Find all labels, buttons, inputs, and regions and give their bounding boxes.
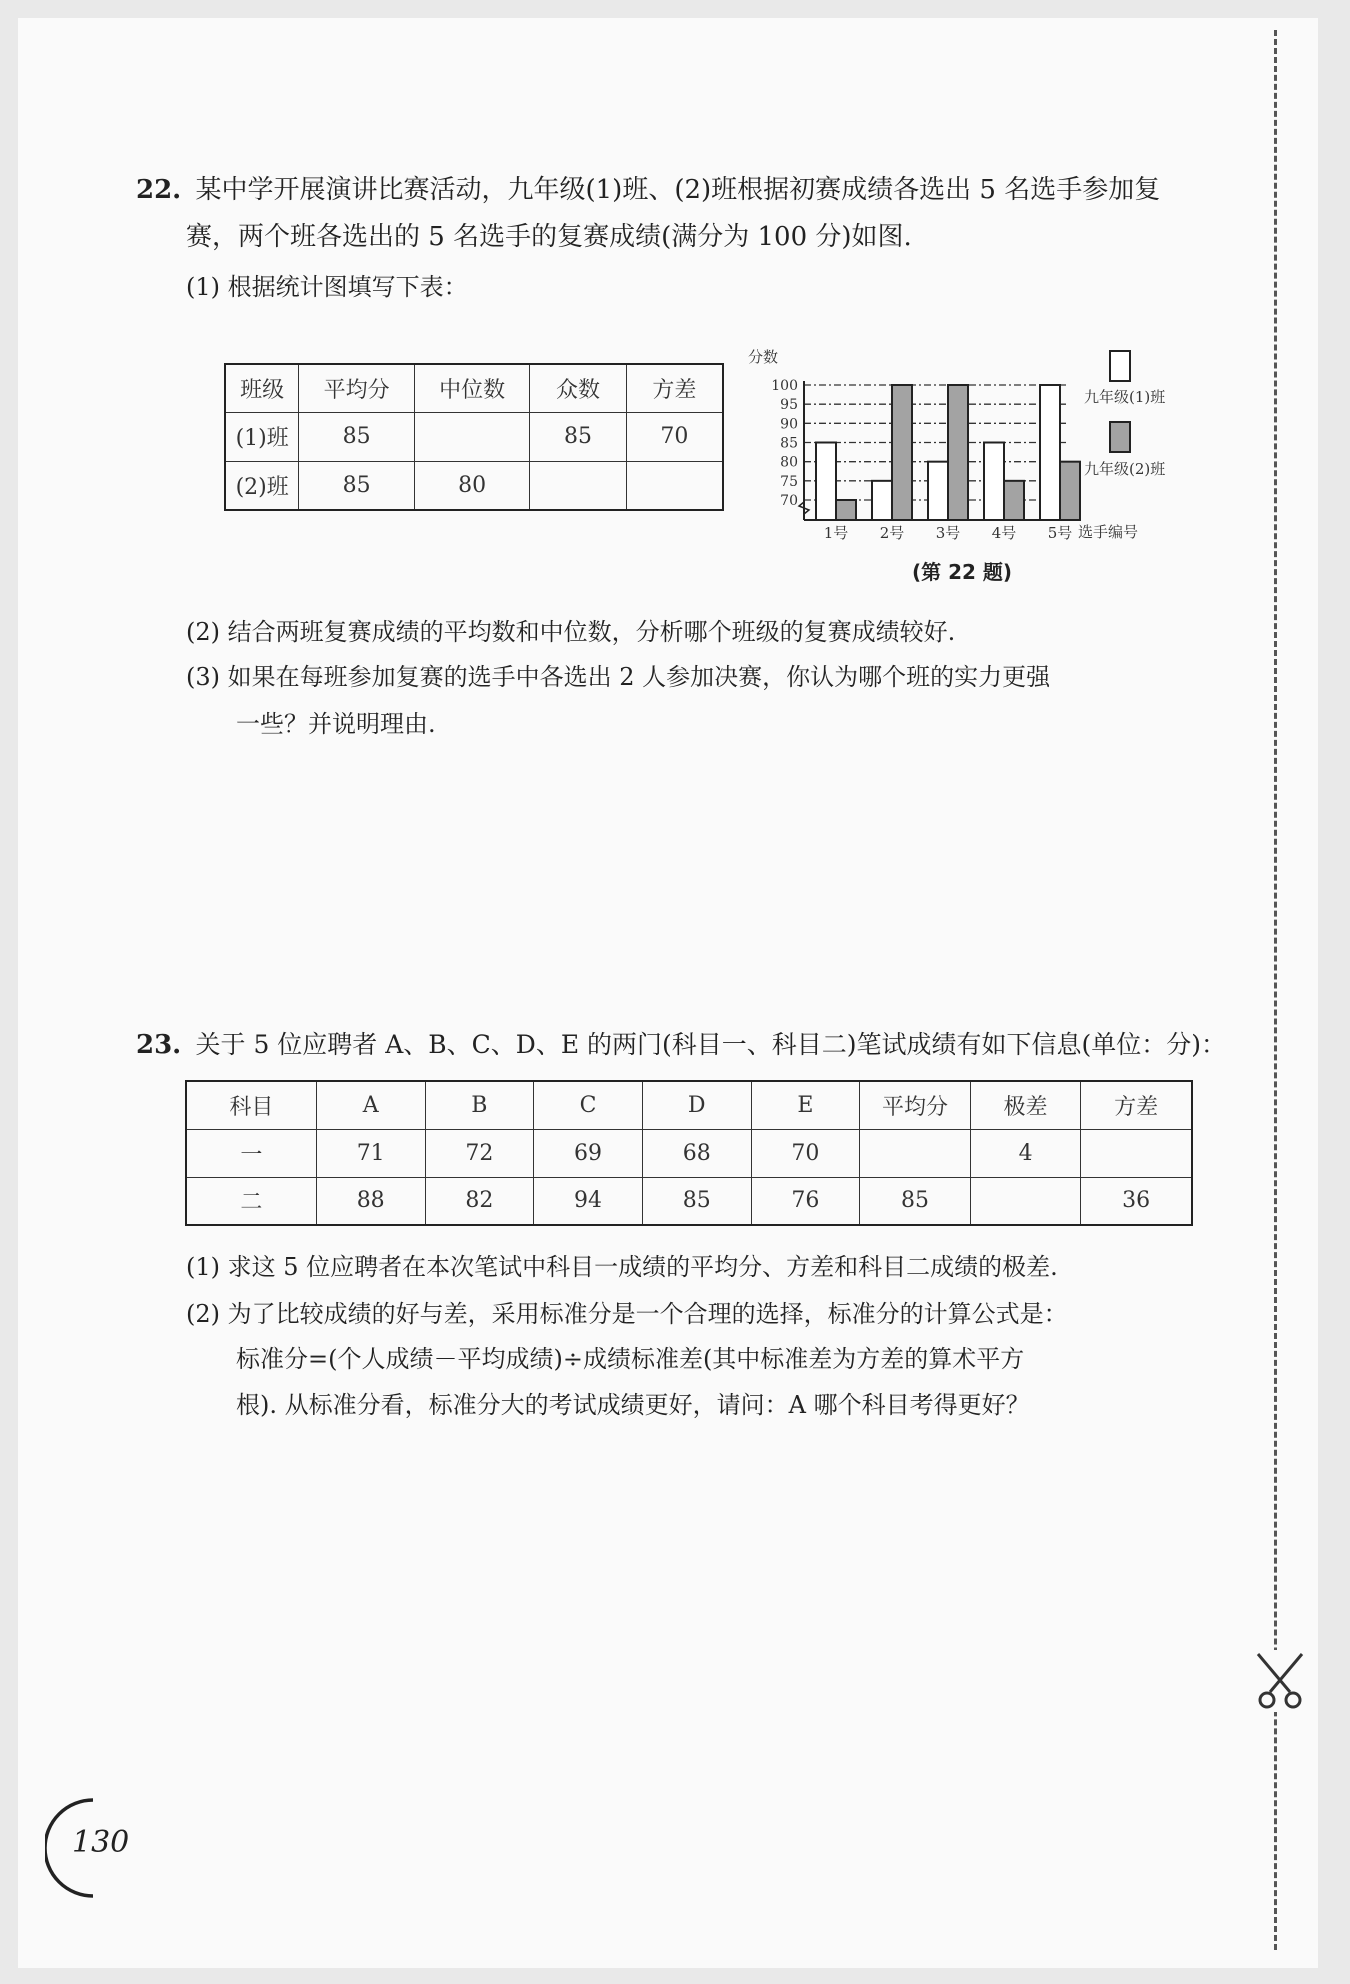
table-cell: 94 [534, 1177, 643, 1225]
q23-text-1: 关于 5 位应聘者 A、B、C、D、E 的两门(科目一、科目二)笔试成绩有如下信息(单位：分)： [195, 1030, 1227, 1059]
y-tick-label: 75 [780, 473, 798, 490]
q22-score-table [224, 363, 724, 511]
table-cell: 4 [970, 1129, 1080, 1177]
q22-text-1: 某中学开展演讲比赛活动，九年级(1)班、(2)班根据初赛成绩各选出 5 名选手参加复 [195, 175, 1161, 205]
q22-bar-chart [740, 345, 1210, 545]
q23-part1: (1) 求这 5 位应聘者在本次笔试中科目一成绩的平均分、方差和科目二成绩的极差. [186, 1253, 1058, 1281]
table-cell: 70 [626, 412, 723, 461]
bar [872, 481, 892, 520]
table-cell: 85 [530, 412, 626, 461]
x-tick-label: 2号 [879, 524, 905, 542]
page [18, 18, 1318, 1968]
legend-swatch-class2 [1110, 422, 1130, 452]
y-tick-label: 80 [780, 454, 798, 471]
q23-part2-line3: 根). 从标准分看，标准分大的考试成绩更好，请问：A 哪个科目考得更好？ [236, 1391, 1030, 1419]
x-tick-label: 5号 [1047, 524, 1073, 542]
legend-label-class1: 九年级(1)班 [1084, 388, 1166, 406]
table-header-cell: 平均分 [299, 364, 415, 412]
table-header-cell: 方差 [1081, 1081, 1192, 1129]
table-row [186, 1177, 1192, 1225]
table-cell: 85 [299, 412, 415, 461]
q22-number: 22. [136, 175, 182, 205]
q22-part3-line2: 一些？并说明理由. [236, 710, 436, 738]
q22-line1 [136, 173, 1160, 207]
q22-figure-caption: (第 22 题) [912, 560, 1013, 584]
table-row [225, 412, 723, 461]
table-cell [626, 461, 723, 510]
y-tick-label: 100 [771, 378, 798, 394]
table-header-cell: 科目 [186, 1081, 316, 1129]
table-cell: 二 [186, 1177, 316, 1225]
table-row [186, 1129, 1192, 1177]
table-cell [1081, 1129, 1192, 1177]
scissors-icon [1250, 1650, 1310, 1712]
table-header-row [225, 364, 723, 412]
table-cell: 68 [642, 1129, 751, 1177]
q22-part3-line1: (3) 如果在每班参加复赛的选手中各选出 2 人参加决赛，你认为哪个班的实力更强 [186, 663, 1051, 691]
table-cell: 80 [414, 461, 530, 510]
q22-text-2: 赛，两个班各选出的 5 名选手的复赛成绩(满分为 100 分)如图. [186, 222, 912, 252]
legend-label-class2: 九年级(2)班 [1084, 460, 1166, 478]
table-header-cell: A [316, 1081, 425, 1129]
table-cell: 70 [751, 1129, 860, 1177]
table-cell [414, 412, 530, 461]
table-row [225, 461, 723, 510]
table-cell: 85 [299, 461, 415, 510]
table-header-cell: 班级 [225, 364, 299, 412]
table-cell: 85 [860, 1177, 971, 1225]
table-header-cell: 极差 [970, 1081, 1080, 1129]
table-header-cell: E [751, 1081, 860, 1129]
bar [836, 500, 856, 520]
bar [816, 443, 836, 521]
table-cell: 88 [316, 1177, 425, 1225]
bar [928, 462, 948, 520]
y-tick-label: 95 [780, 397, 798, 414]
table-header-cell: B [425, 1081, 534, 1129]
bar [948, 385, 968, 520]
table-header-cell: D [642, 1081, 751, 1129]
bar [1060, 462, 1080, 520]
q23-number: 23. [136, 1030, 182, 1060]
y-tick-label: 85 [780, 435, 798, 452]
table-header-cell: 众数 [530, 364, 626, 412]
table-cell: 85 [642, 1177, 751, 1225]
table-header-cell: 方差 [626, 364, 723, 412]
table-cell: 69 [534, 1129, 643, 1177]
x-tick-label: 3号 [935, 524, 961, 542]
q23-part2-line2: 标准分=(个人成绩－平均成绩)÷成绩标准差(其中标准差为方差的算术平方 [236, 1345, 1025, 1373]
table-header-cell: 中位数 [414, 364, 530, 412]
bar [984, 443, 1004, 521]
table-cell: (1)班 [225, 412, 299, 461]
table-header-cell: C [534, 1081, 643, 1129]
page-number: 130 [72, 1825, 130, 1860]
chart-ylabel: 分数 [748, 348, 779, 366]
legend-swatch-class1 [1110, 351, 1130, 381]
q23-part2-line1: (2) 为了比较成绩的好与差，采用标准分是一个合理的选择，标准分的计算公式是： [186, 1300, 1068, 1328]
table-cell: 76 [751, 1177, 860, 1225]
q22-part2: (2) 结合两班复赛成绩的平均数和中位数，分析哪个班级的复赛成绩较好. [186, 618, 956, 646]
bar [1040, 385, 1060, 520]
table-cell: (2)班 [225, 461, 299, 510]
table-cell [860, 1129, 971, 1177]
table-cell: 82 [425, 1177, 534, 1225]
table-cell [970, 1177, 1080, 1225]
table-header-cell: 平均分 [860, 1081, 971, 1129]
x-tick-label: 4号 [991, 524, 1017, 542]
y-tick-label: 90 [780, 416, 798, 433]
q23-score-table [185, 1080, 1193, 1226]
chart-xlabel: 选手编号 [1078, 523, 1139, 541]
table-cell: 一 [186, 1129, 316, 1177]
q22-part1: (1) 根据统计图填写下表： [186, 273, 468, 301]
bar [892, 385, 912, 520]
table-cell: 71 [316, 1129, 425, 1177]
table-header-row [186, 1081, 1192, 1129]
table-cell: 72 [425, 1129, 534, 1177]
q23-line1 [136, 1028, 1226, 1062]
y-tick-label: 70 [780, 493, 798, 509]
bar [1004, 481, 1024, 520]
x-tick-label: 1号 [823, 524, 849, 542]
table-cell [530, 461, 626, 510]
table-cell: 36 [1081, 1177, 1192, 1225]
